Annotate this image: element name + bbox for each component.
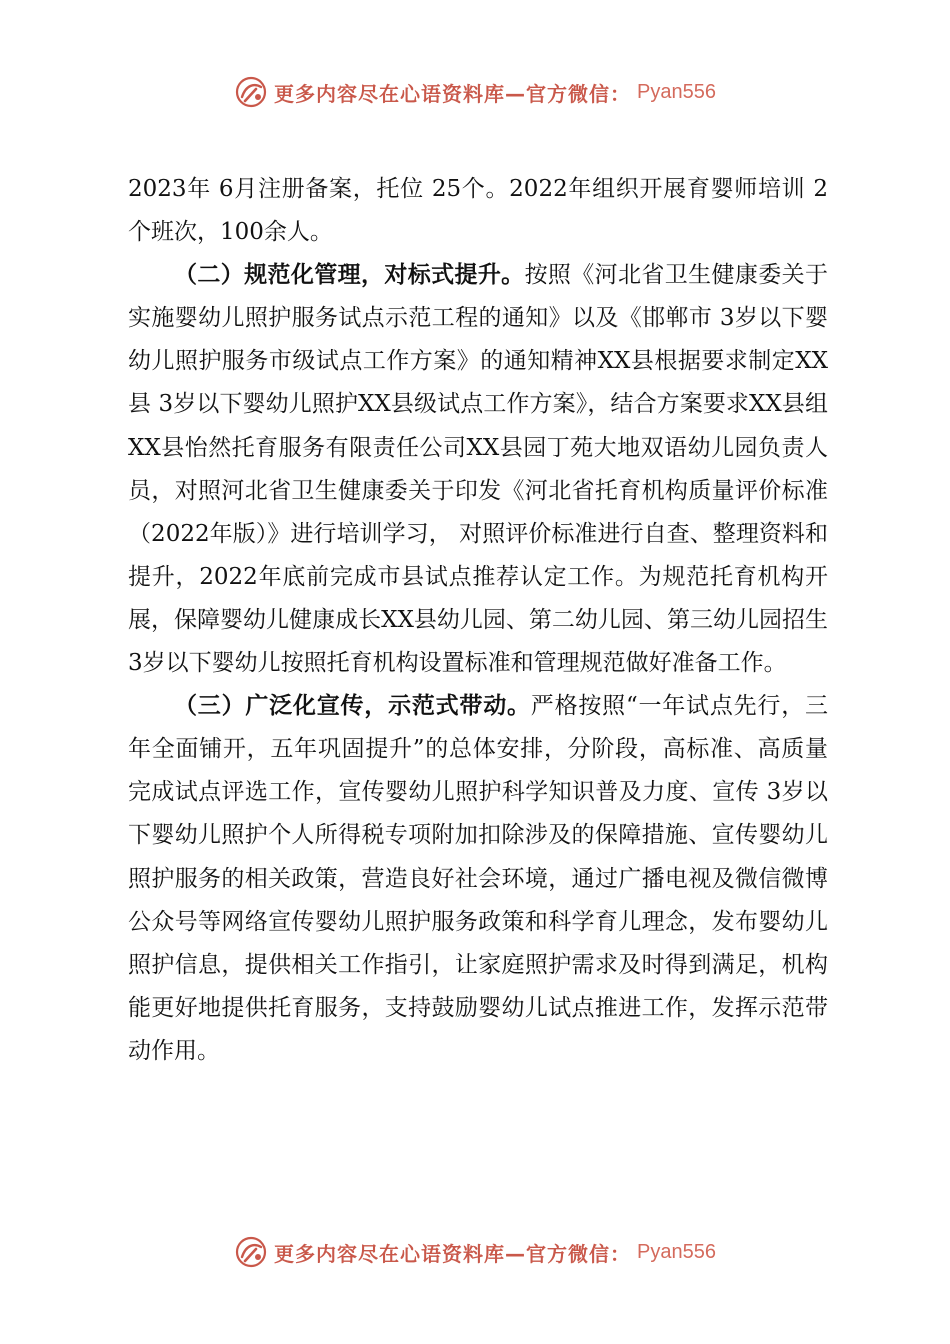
watermark-text: 更多内容尽在心语资料库—官方微信：: [274, 1241, 632, 1266]
section-heading: （二）规范化管理，对标式提升。: [174, 262, 525, 289]
watermark-footer: [0, 1232, 950, 1272]
paragraph-body: 严格按照“一年试点先行，三年全面铺开，五年巩固提升”的总体安排，分阶段，高标准、高质量完成试点评选工作，宣传婴幼儿照护科学知识普及力度、宣传 3岁以下婴幼儿照护个人所得税专项附加扣除涉及的保障措施、宣传婴幼儿照护服务的相关政策，营造良好社会环境，通过广播电视及微信微博公众号等网络宣传婴幼儿照护服务政策和科学育儿理念，发布婴幼儿照护信息，提供相关工作指引，让家庭照护需求及时得到满足，机构能更好地提供托育服务，支持鼓励婴幼儿试点推进工作，发挥示范带动作用。: [128, 693, 828, 1064]
seal-logo-icon: [234, 75, 268, 109]
watermark-wechat-id: Pyan556: [637, 80, 716, 103]
paragraph-section-2: [128, 254, 828, 685]
paragraph-continuation: [128, 168, 828, 254]
paragraph-body: 按照《河北省卫生健康委关于实施婴幼儿照护服务试点示范工程的通知》以及《邯郸市 3岁以下婴幼儿照护服务市级试点工作方案》的通知精神XX县根据要求制定XX县 3岁以下婴幼儿照护XX县级试点工作方案》，结合方案要求XX县组XX县怡然托育服务有限责任公司XX县园丁苑大地双语幼儿园负责人员，对照河北省卫生健康委关于印发《河北省托育机构质量评价标准（2022年版）》进行培训学习， 对照评价标准进行自查、整理资料和提升，2022年底前完成市县试点推荐认定工作。为规范托育机构开展，保障婴幼儿健康成长XX县幼儿园、第二幼儿园、第三幼儿园招生 3岁以下婴幼儿按照托育机构设置标准和管理规范做好准备工作。: [128, 262, 829, 677]
paragraph-body: 2023年 6月注册备案，托位 25个。2022年组织开展育婴师培训 2个班次，100余人。: [128, 176, 828, 246]
watermark-wechat-id: Pyan556: [637, 1240, 716, 1263]
document-body: [128, 168, 828, 1073]
seal-logo-icon: [234, 1235, 268, 1269]
section-heading: （三）广泛化宣传，示范式带动。: [174, 693, 531, 720]
paragraph-section-3: [128, 685, 828, 1073]
watermark-text: 更多内容尽在心语资料库—官方微信：: [274, 81, 632, 106]
watermark-header: [0, 72, 950, 112]
